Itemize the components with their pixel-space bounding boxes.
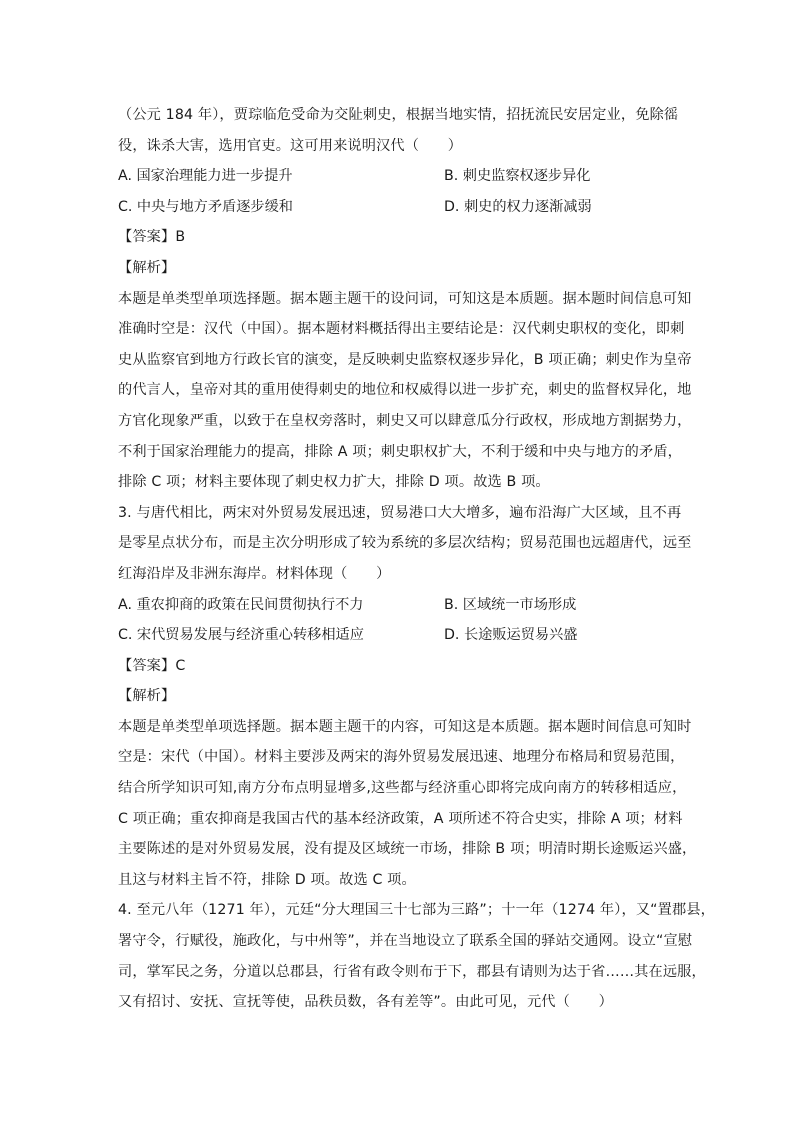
q3-options-row <box>118 620 686 651</box>
q2-stem <box>118 100 686 161</box>
q2-analysis-label: 【解析】 <box>118 259 176 276</box>
q4-stem-line: 司，掌军民之务，分道以总郡县，行省有政令则布于下，郡县有请则为达于省……其在远服， <box>118 963 706 980</box>
q3-stem-line: 3. 与唐代相比，两宋对外贸易发展迅速，贸易港口大大增多，遍布沿海广大区域，且不再 <box>118 504 682 521</box>
q3-analysis-line: 主要陈述的是对外贸易发展，没有提及区域统一市场，排除 B 项；明清时期长途贩运兴盛， <box>118 841 697 858</box>
q2-options-row <box>118 161 686 192</box>
q3-stem <box>118 498 692 590</box>
q3-analysis-line: 且这与材料主旨不符，排除 D 项。故选 C 项。 <box>118 871 416 888</box>
q2-option-b: B. 刺史监察权逐步异化 <box>444 168 591 185</box>
q3-options-row <box>118 590 686 621</box>
q2-analysis-line: 本题是单类型单项选择题。据本题主题干的设问词，可知这是本质题。据本题时间信息可知 <box>118 290 692 307</box>
q4-stem-line: 4. 至元八年（1271 年），元廷“分大理国三十七部为三路”；十一年（1274 年），又“置郡县， <box>118 902 716 919</box>
q2-analysis-line: 排除 C 项；材料主要体现了刺史权力扩大，排除 D 项。故选 B 项。 <box>118 474 550 491</box>
q2-stem-line: （公元 184 年），贾琮临危受命为交阯刺史，根据当地实情，招抚流民安居定业，免除徭 <box>118 107 679 123</box>
q2-analysis-line: 准确时空是：汉代（中国）。据本题材料概括得出主要结论是：汉代刺史职权的变化，即刺 <box>118 321 685 338</box>
q2-answer: 【答案】B <box>118 229 186 246</box>
q2-analysis-line: 的代言人，皇帝对其的重用使得刺史的地位和权威得以进一步扩充，刺史的监督权异化，地 <box>118 382 692 399</box>
q2-stem-line: 役，诛杀大害，选用官吏。这可用来说明汉代（ ） <box>118 137 463 154</box>
q2-option-c: C. 中央与地方矛盾逐步缓和 <box>118 198 293 215</box>
q3-analysis-line: C 项正确；重农抑商是我国古代的基本经济政策，A 项所述不符合史实，排除 A 项；材料 <box>118 810 683 827</box>
q2-analysis-line: 史从监察官到地方行政长官的演变，是反映刺史监察权逐步异化，B 项正确；刺史作为皇帝 <box>118 351 692 368</box>
q3-analysis-line: 本题是单类型单项选择题。据本题主题干的内容，可知这是本质题。据本题时间信息可知时 <box>118 718 692 735</box>
q4-stem-line: 又有招讨、安抚、宣抚等使，品秩员数，各有差等”。由此可见，元代（ ） <box>118 994 613 1011</box>
q3-stem-line: 红海沿岸及非洲东海岸。材料体现（ ） <box>118 565 391 582</box>
q3-analysis-line: 空是：宋代（中国）。材料主要涉及两宋的海外贸易发展迅速、地理分布格局和贸易范围， <box>118 749 685 766</box>
q3-analysis-label: 【解析】 <box>118 688 176 705</box>
q2-analysis <box>118 284 692 498</box>
q2-option-d: D. 刺史的权力逐渐减弱 <box>444 198 592 215</box>
q3-option-d: D. 长途贩运贸易兴盛 <box>444 627 578 644</box>
q2-analysis-line: 方官化现象严重，以致于在皇权旁落时，刺史又可以肆意瓜分行政权，形成地方割据势力， <box>118 412 692 429</box>
q3-analysis <box>118 712 697 896</box>
q2-options-row <box>118 192 686 223</box>
q2-option-a: A. 国家治理能力进一步提升 <box>118 168 293 185</box>
q3-option-a: A. 重农抑商的政策在民间贯彻执行不力 <box>118 596 364 613</box>
q4-stem-line: 署守令，行赋役，施政化，与中州等”，并在当地设立了联系全国的驿站交通网。设立“宣慰 <box>118 933 693 950</box>
q4-stem <box>118 895 716 1017</box>
q3-option-c: C. 宋代贸易发展与经济重心转移相适应 <box>118 627 364 644</box>
q3-option-b: B. 区域统一市场形成 <box>444 596 577 613</box>
q2-analysis-line: 不利于国家治理能力的提高，排除 A 项；刺史职权扩大，不利于缓和中央与地方的矛盾， <box>118 443 683 460</box>
q3-stem-line: 是零星点状分布，而是主次分明形成了较为系统的多层次结构；贸易范围也远超唐代，远至 <box>118 535 692 552</box>
q3-answer: 【答案】C <box>118 657 186 674</box>
document-page <box>118 100 716 1018</box>
q3-analysis-line: 结合所学知识可知,南方分布点明显增多,这些都与经济重心即将完成向南方的转移相适应， <box>118 780 687 797</box>
